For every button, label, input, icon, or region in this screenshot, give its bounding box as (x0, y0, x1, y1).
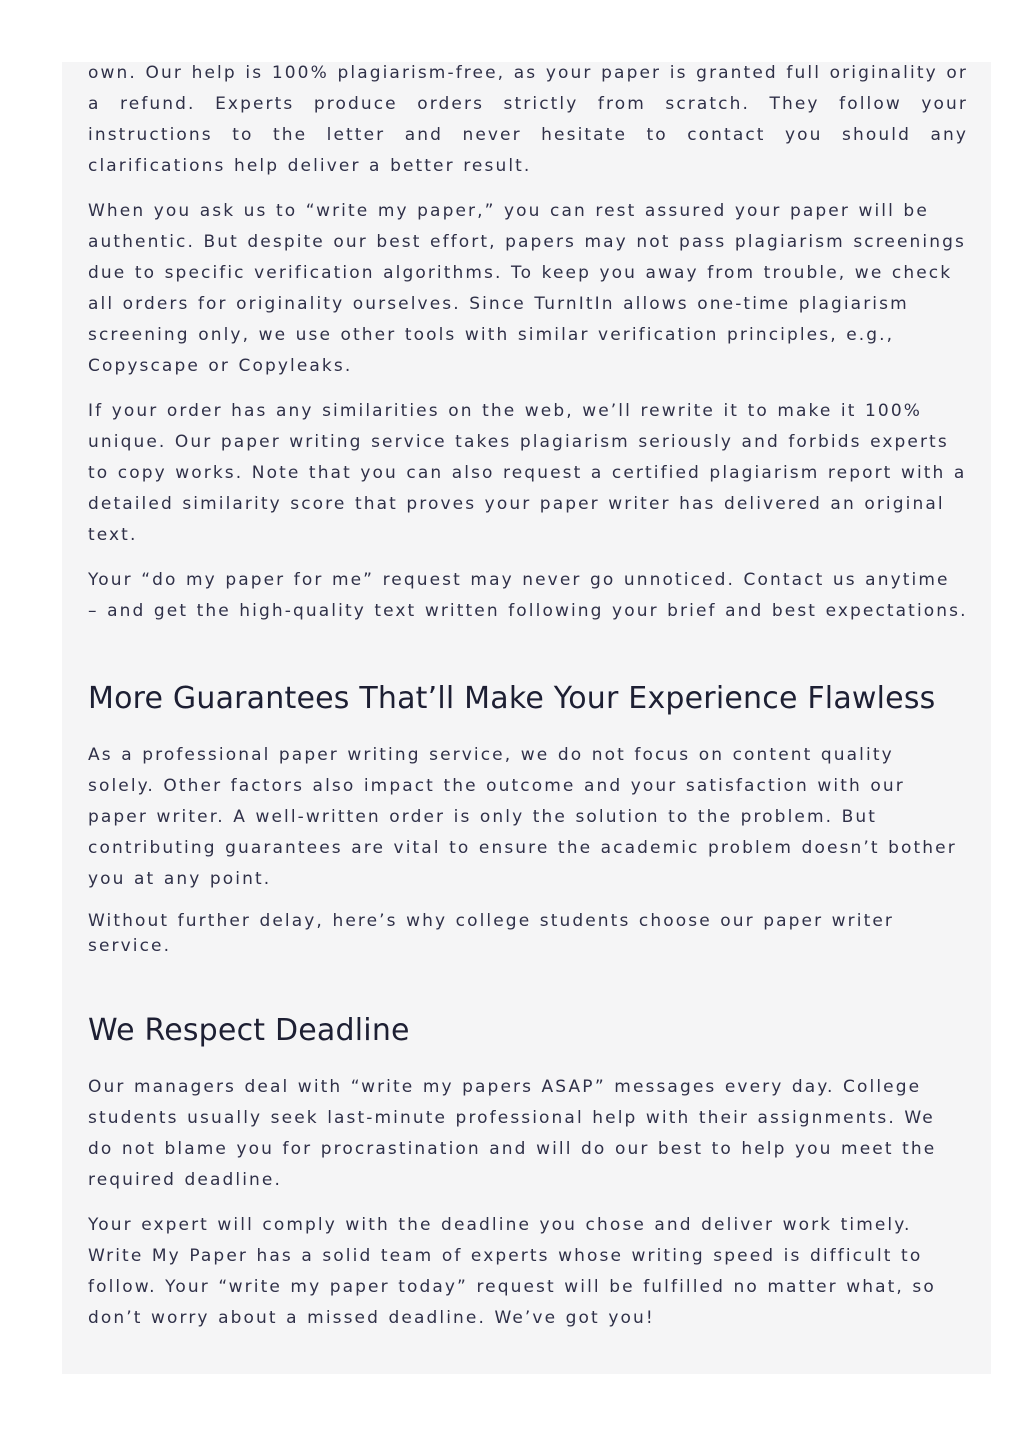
paragraph-authentic: When you ask us to “write my paper,” you can rest assured your paper will be authentic. But despite our best effort, papers may not pass plagiarism screenings due to specific verification algorithms. To keep you away from trouble, we check all orders for originality ourselves. Since TurnItIn allows one-time plagiarism screening only, we use other tools with similar verification principles, e.g., Copyscape or Copyleaks. (88, 201, 966, 376)
paragraph-without-delay: Without further delay, here’s why college students choose our paper writer service. (88, 911, 895, 956)
paragraph-originality: own. Our help is 100% plagiarism-free, as your paper is granted full originality or a refund. Experts produce orders strictly from scratch. They follow your instructions to the letter and never hesitate to contact you should any clarifications help deliver a better result. (88, 63, 968, 176)
heading-respect-deadline: We Respect Deadline (88, 1013, 410, 1048)
paragraph-managers: Our managers deal with “write my papers ASAP” messages every day. College students usually seek last-minute professional help with their assignments. We do not blame you for procrastination and will do our best to help you meet the required deadline. (88, 1077, 937, 1190)
article-content (88, 58, 968, 1334)
paragraph-professional-service: As a professional paper writing service, we do not focus on content quality solely. Other factors also impact the outcome and your satisfaction with our paper writer. A well-written order is only the solution to the problem. But contributing guarantees are vital to ensure the academic problem doesn’t bother you at any point. (88, 745, 957, 889)
paragraph-contact: Your “do my paper for me” request may never go unnoticed. Contact us anytime – and get the high-quality text written following your brief and best expectations. (88, 570, 968, 621)
heading-more-guarantees: More Guarantees That’ll Make Your Experience Flawless (88, 681, 936, 716)
paragraph-expert-deadline: Your expert will comply with the deadline you chose and deliver work timely. Write My Paper has a solid team of experts whose writing speed is difficult to follow. Your “write my paper today” request will be fulfilled no matter what, so don’t worry about a missed deadline. We’ve got you! (88, 1215, 936, 1328)
paragraph-rewrite: If your order has any similarities on the web, we’ll rewrite it to make it 100% unique. Our paper writing service takes plagiarism seriously and forbids experts to copy works. Note that you can also request a certified plagiarism report with a detailed similarity score that proves your paper writer has delivered an original text. (88, 401, 967, 545)
